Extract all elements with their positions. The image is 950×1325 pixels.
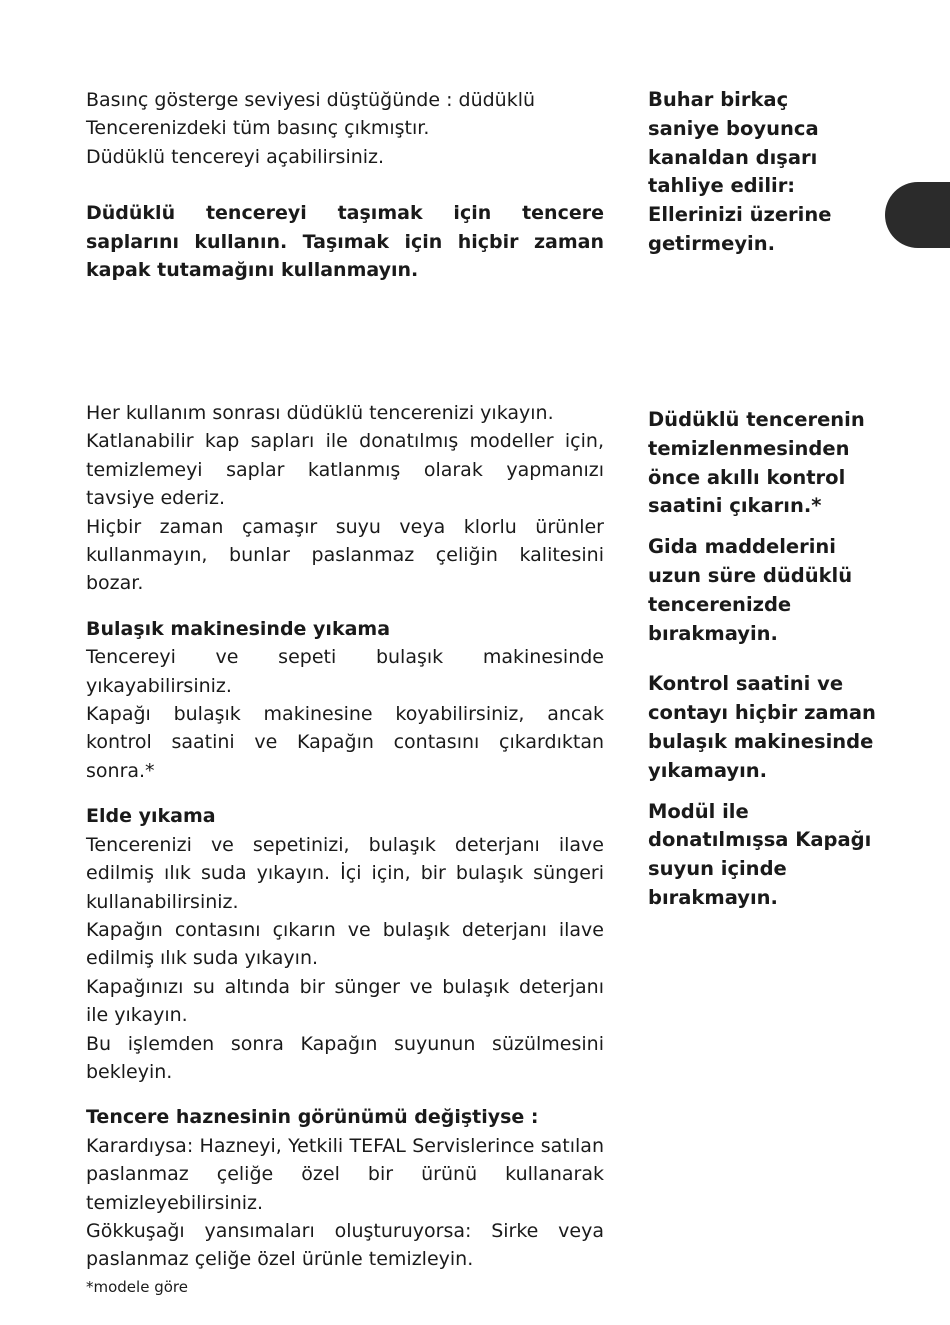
paragraph: Gökkuşağı yansımaları oluşturuyorsa: Sirke veya paslanmaz çeliğe özel ürünle temizleyin. [86, 1219, 604, 1271]
heading-dishwasher: Bulaşık makinesinde yıkama [86, 617, 391, 640]
heading-handwash: Elde yıkama [86, 805, 216, 828]
paragraph: Kapağınızı su altında bir sünger ve bulaşık deterjanı ile yıkayın. [86, 975, 604, 1027]
section-cleaning [86, 399, 604, 1274]
paragraph: Kapağın contasını çıkarın ve bulaşık deterjanı ilave edilmiş ılık suda yıkayın. [86, 918, 604, 970]
side-note: Gida maddelerini uzun süre düdüklü tencerenizde bırakmayin. [648, 535, 853, 645]
footnote: *modele göre [86, 1278, 188, 1296]
text-line: Basınç gösterge seviyesi düştüğünde : düdüklü [86, 89, 536, 111]
side-note: Buhar birkaç saniye boyunca kanaldan dışarı tahliye edilir: Ellerinizi üzerine getirmeyin. [648, 88, 832, 255]
side-note: Modül ile donatılmışsa Kapağı suyun içinde bırakmayın. [648, 799, 872, 909]
section-opening [86, 86, 604, 284]
paragraph: Tencereyi ve sepeti bulaşık makinesinde yıkayabilirsiniz. [86, 646, 604, 697]
paragraph: Bu işlemden sonra Kapağın suyunun süzülmesini bekleyin. [86, 1032, 604, 1083]
carry-warning: Düdüklü tencereyi taşımak için tencere saplarını kullanın. Taşımak için hiçbir zaman kapak tutamağını kullanmayın. [86, 202, 604, 282]
heading-appearance: Tencere haznesinin görünümü değiştiyse : [86, 1106, 539, 1129]
paragraph: Her kullanım sonrası düdüklü tencerenizi yıkayın. [86, 402, 554, 424]
text-line: Tencerenizdeki tüm basınç çıkmıştır. [86, 117, 430, 140]
side-note: Düdüklü tencerenin temizlenmesinden önce akıllı kontrol saatini çıkarın.* [648, 408, 865, 518]
paragraph: Katlanabilir kap sapları ile donatılmış modeller için, temizlemeyi saplar katlanmış olarak yapmanızı tavsiye ederiz. [86, 430, 604, 510]
paragraph: Tencerenizi ve sepetinizi, bulaşık deterjanı ilave edilmiş ılık suda yıkayın. İçi için, bir bulaşık süngeri kullanabilirsiniz. [86, 833, 604, 913]
side-note-steam [648, 86, 848, 259]
paragraph: Kapağı bulaşık makinesine koyabilirsiniz, ancak kontrol saatini ve Kapağın contasını çıkardıktan sonra.* [86, 703, 604, 782]
text-line: Düdüklü tencereyi açabilirsiniz. [86, 145, 385, 168]
paragraph: Karardıysa: Hazneyi, Yetkili TEFAL Servislerince satılan paslanmaz çeliğe özel bir ürünü kullanarak temizleyebilirsiniz. [86, 1134, 604, 1214]
chapter-tab [885, 182, 950, 248]
side-note: Kontrol saatini ve contayı hiçbir zaman bulaşık makinesinde yıkamayın. [648, 672, 876, 782]
side-notes-cleaning [648, 406, 888, 913]
paragraph: Hiçbir zaman çamaşır suyu veya klorlu ürünler kullanmayın, bunlar paslanmaz çeliğin kalitesini bozar. [86, 515, 604, 595]
